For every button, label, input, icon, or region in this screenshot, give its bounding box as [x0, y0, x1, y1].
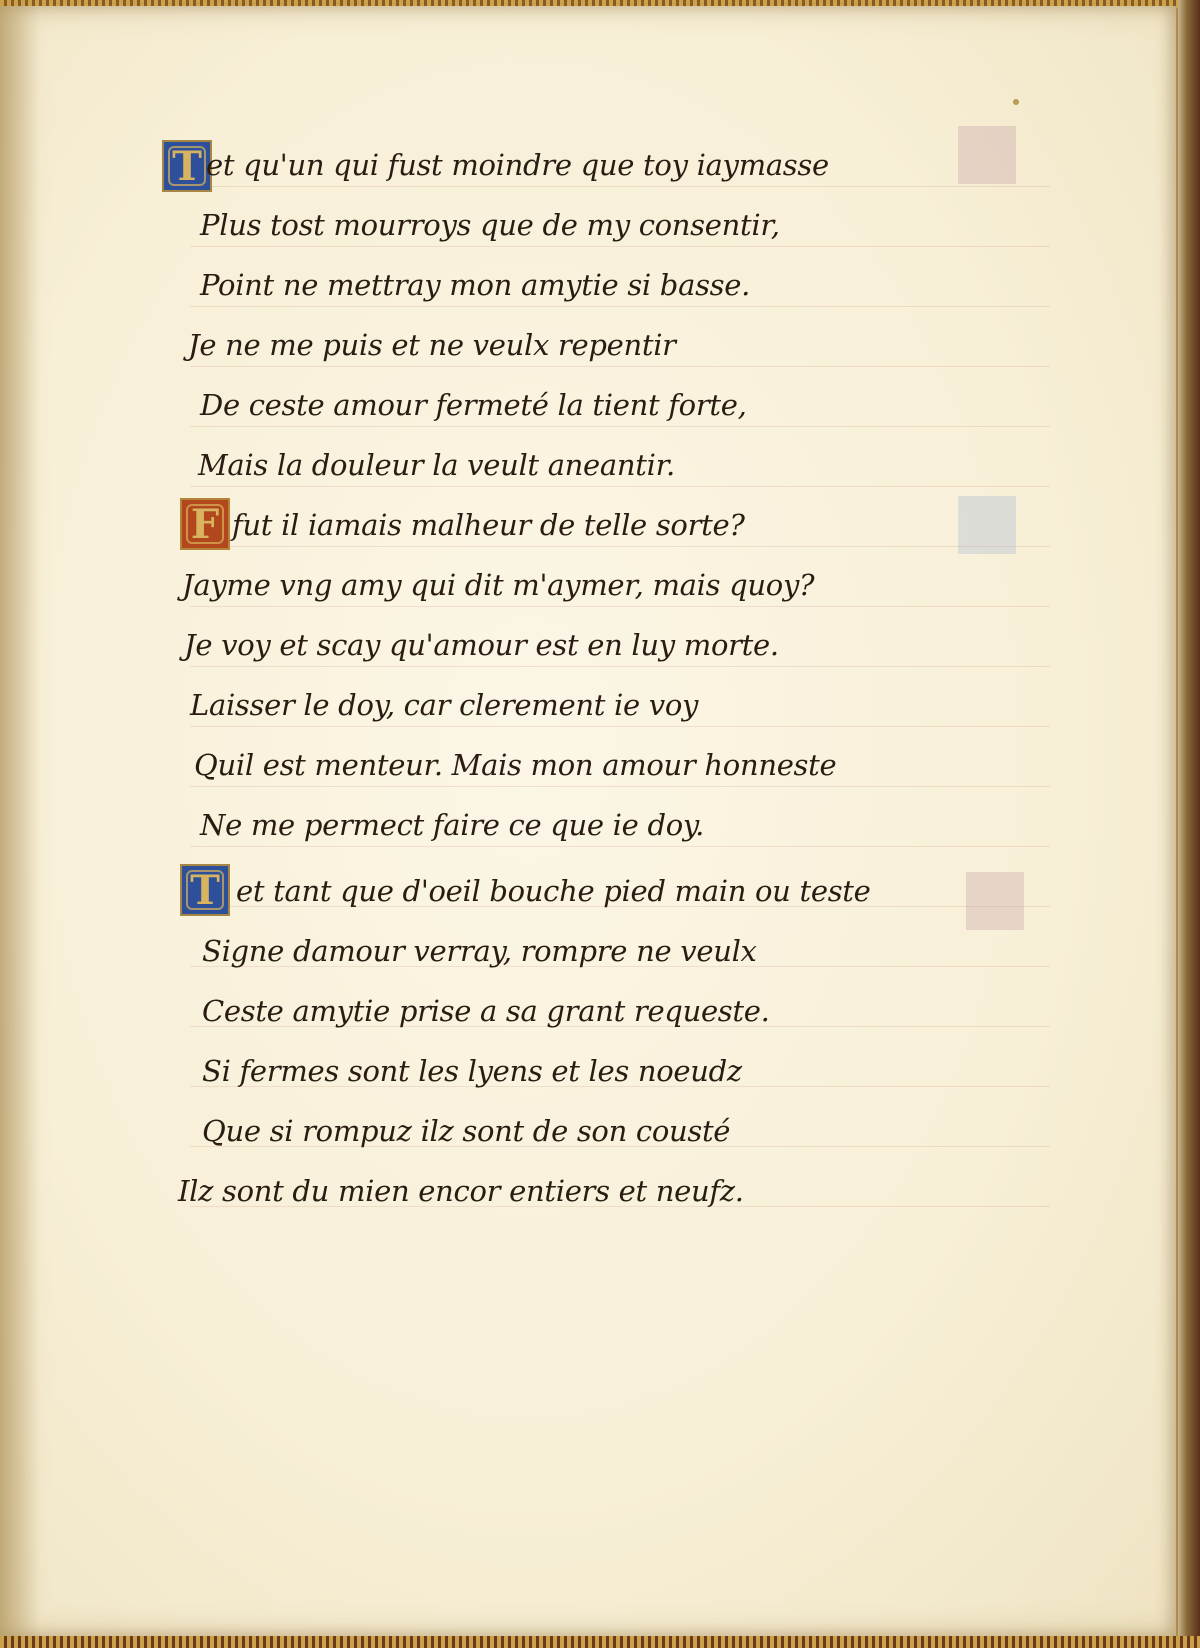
gutter-shadow — [0, 6, 40, 1636]
verse-line: Que si rompuz ilz sont de son cousté — [202, 1114, 731, 1148]
verse-line: Si fermes sont les lyens et les noeudz — [202, 1054, 742, 1088]
ink-speck — [1013, 99, 1019, 105]
illuminated-initial: T — [162, 140, 212, 192]
illuminated-initial: T — [180, 864, 230, 916]
verse-line: et tant que d'oeil bouche pied main ou teste — [236, 874, 871, 908]
show-through-initial — [958, 126, 1016, 184]
verse-line: Jayme vng amy qui dit m'aymer, mais quoy? — [182, 568, 815, 602]
manuscript-page — [0, 6, 1176, 1636]
verse-line: Plus tost mourroys que de my consentir, — [200, 208, 780, 242]
verse-line: Quil est menteur. Mais mon amour honneste — [194, 748, 837, 782]
verse-line: Signe damour verray, rompre ne veulx — [202, 934, 757, 968]
verse-line: Je voy et scay qu'amour est en luy morte. — [184, 628, 779, 662]
verse-line: fut il iamais malheur de telle sorte? — [232, 508, 745, 542]
verse-line: Je ne me puis et ne veulx repentir — [188, 328, 676, 362]
verse-line: Ilz sont du mien encor entiers et neufz. — [178, 1174, 744, 1208]
verse-line: Point ne mettray mon amytie si basse. — [200, 268, 751, 302]
illuminated-initial: F — [180, 498, 230, 550]
verse-line: Laisser le doy, car clerement ie voy — [190, 688, 699, 722]
verse-line: De ceste amour fermeté la tient forte, — [200, 388, 747, 422]
verse-line: Mais la douleur la veult aneantir. — [198, 448, 675, 482]
binding-board — [1178, 0, 1200, 1648]
gilt-edge-bottom — [0, 1636, 1200, 1648]
show-through-initial — [966, 872, 1024, 930]
verse-line: et qu'un qui fust moindre que toy iaymasse — [206, 148, 829, 182]
verse-line: Ne me permect faire ce que ie doy. — [200, 808, 705, 842]
verse-line: Ceste amytie prise a sa grant requeste. — [202, 994, 770, 1028]
